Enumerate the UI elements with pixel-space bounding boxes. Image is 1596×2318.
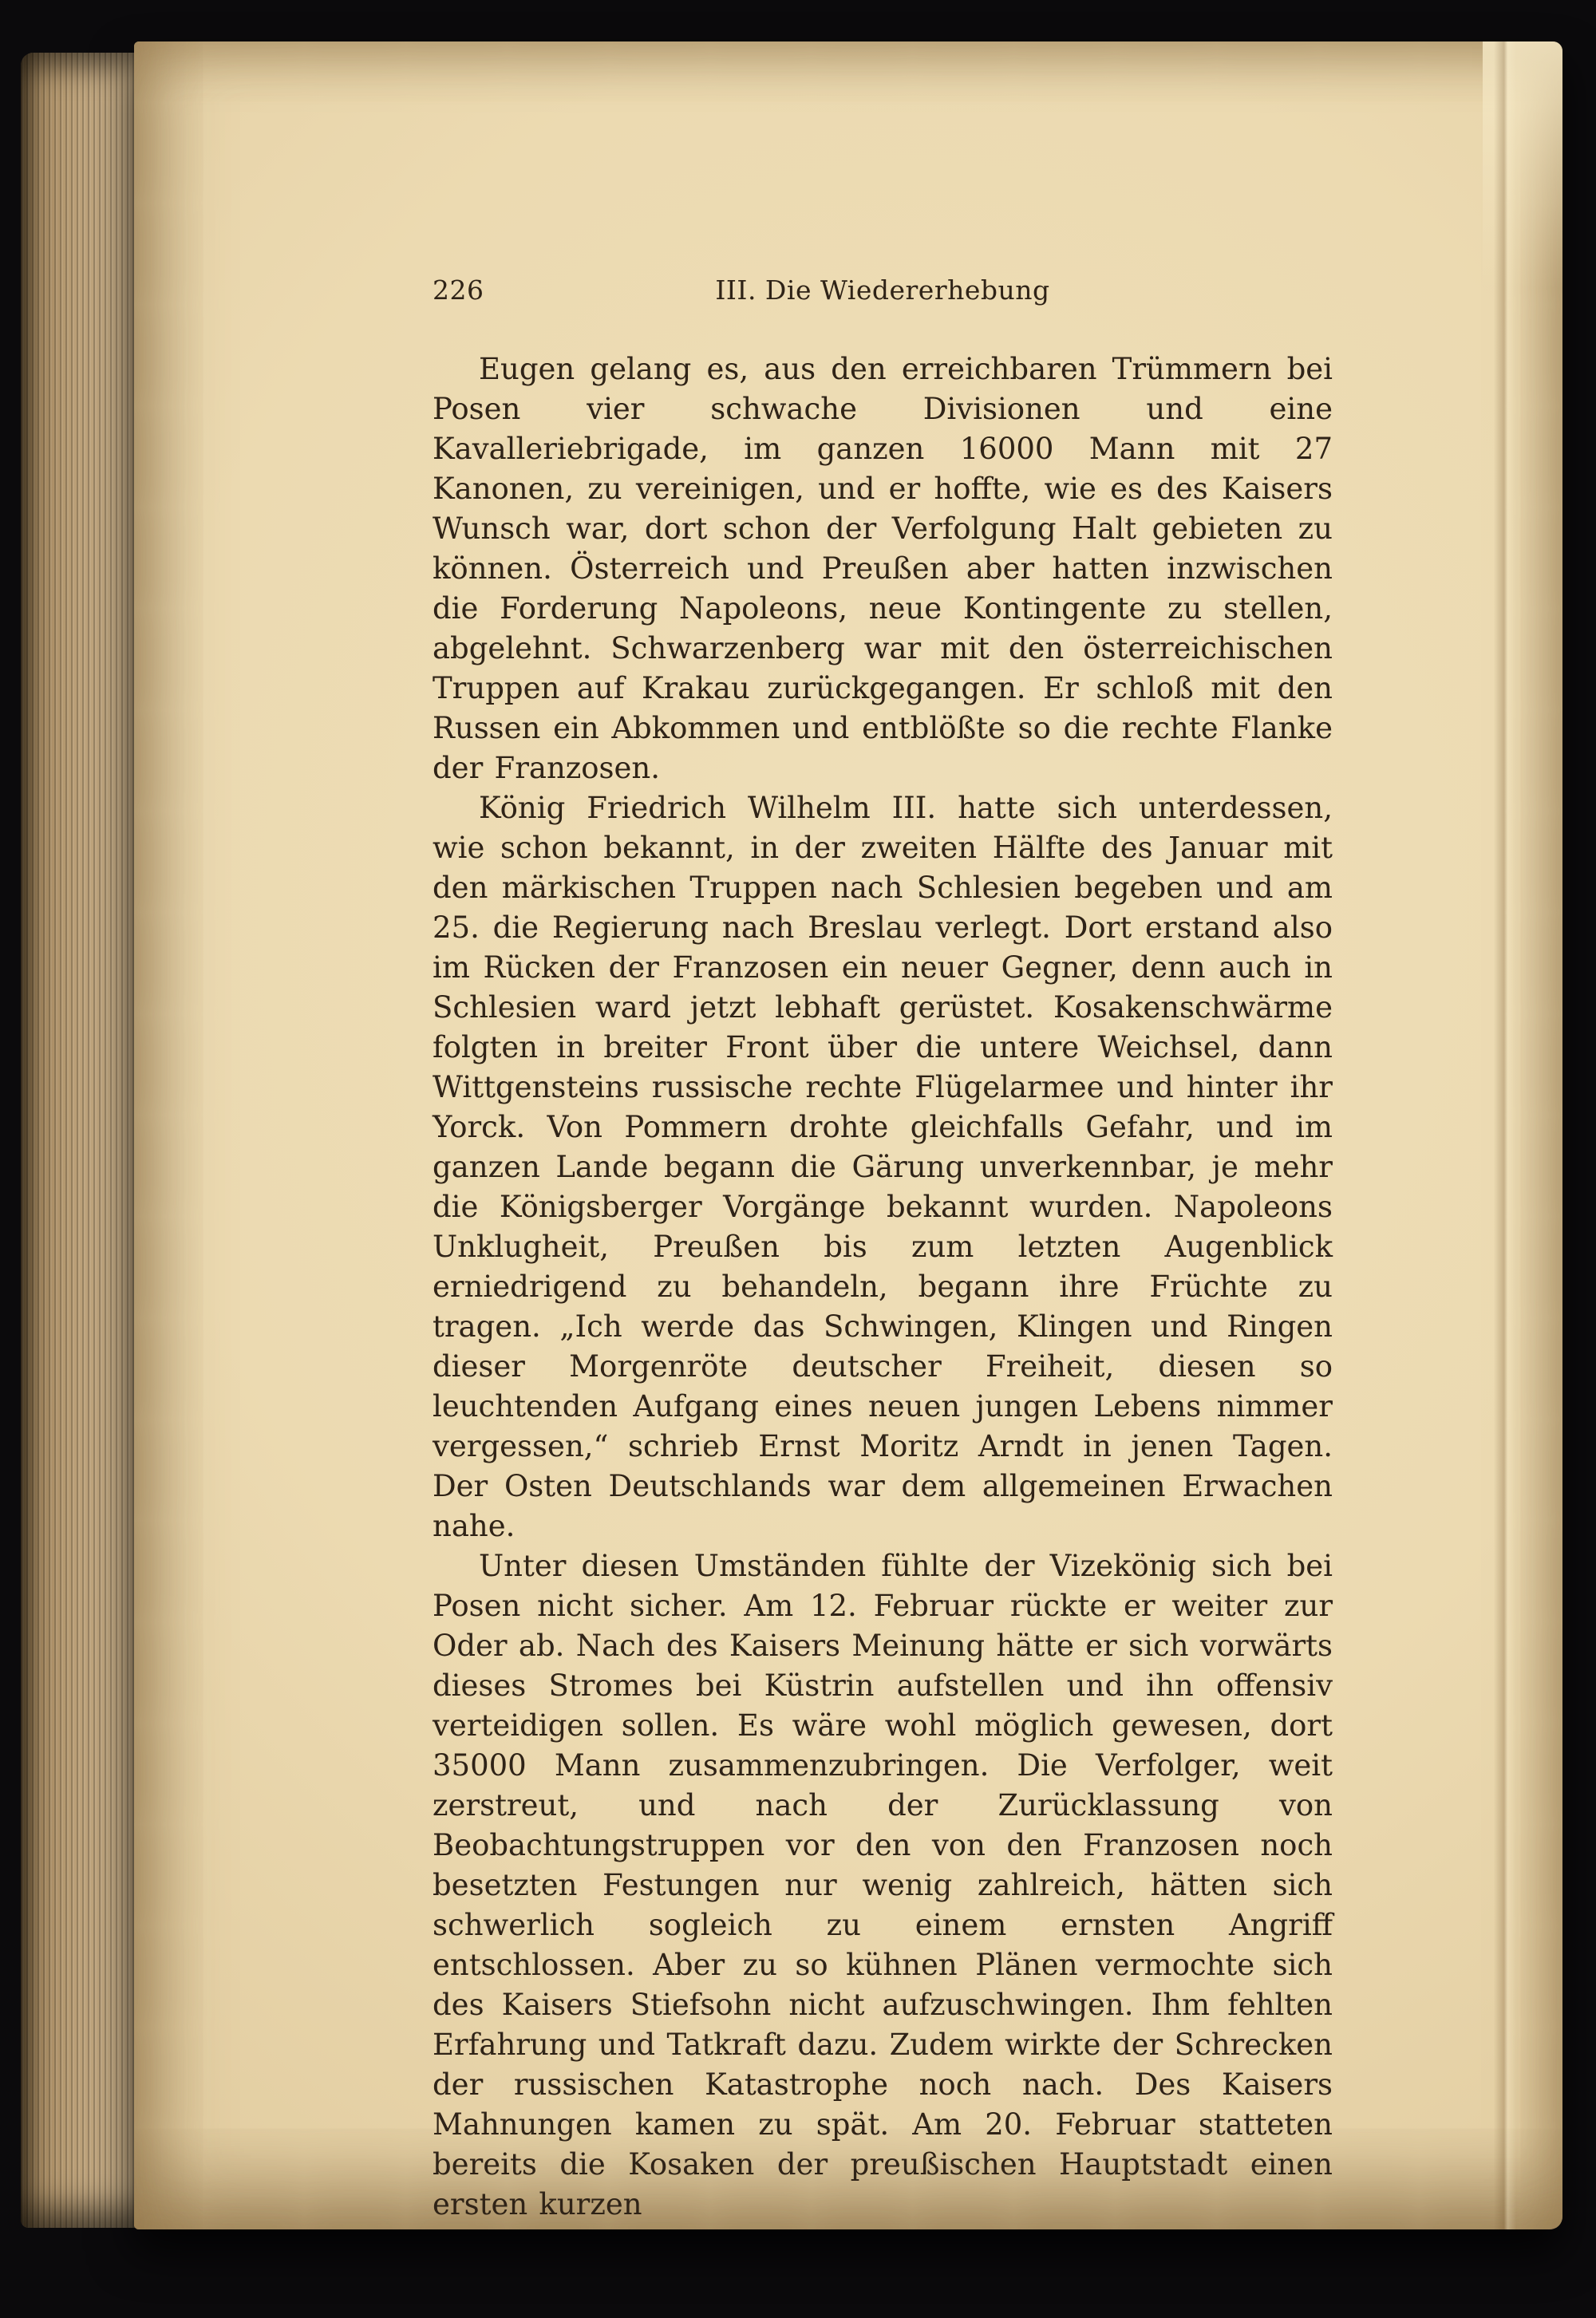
running-header: [433, 274, 1333, 313]
page-number: 226: [433, 274, 484, 306]
book-page: [134, 41, 1562, 2229]
paragraph: Unter diesen Umständen fühlte der Vizekönig sich bei Posen nicht sicher. Am 12. Februar rückte er weiter zur Oder ab. Nach des Kaisers Meinung hätte er sich vorwärts dieses Stromes bei Küstrin aufstellen und ihn offensiv verteidigen sollen. Es wäre wohl möglich gewesen, dort 35000 Mann zusammenzubringen. Die Verfolger, weit zerstreut, und nach der Zurücklassung von Beobachtungstruppen vor den von den Franzosen noch besetzten Festungen nur wenig zahlreich, hätten sich schwerlich sogleich zu einem ernsten Angriff entschlossen. Aber zu so kühnen Plänen vermochte sich des Kaisers Stiefsohn nicht aufzuschwingen. Ihm fehlten Erfahrung und Tatkraft dazu. Zudem wirkte der Schrecken der russischen Katastrophe noch nach. Des Kaisers Mahnungen kamen zu spät. Am 20. Februar statteten bereits die Kosaken der preußischen Hauptstadt einen ersten kurzen: [433, 1549, 1333, 2221]
body-text: [433, 349, 1333, 2225]
page-text-block: [433, 274, 1333, 2225]
chapter-header: III. Die Wiedererhebung: [715, 274, 1050, 306]
paragraph: König Friedrich Wilhelm III. hatte sich unterdessen, wie schon bekannt, in der zweiten Hälfte des Januar mit den märkischen Truppen nach Schlesien begeben und am 25. die Regierung nach Breslau verlegt. Dort erstand also im Rücken der Franzosen ein neuer Gegner, denn auch in Schlesien ward jetzt lebhaft gerüstet. Kosakenschwärme folgten in breiter Front über die untere Weichsel, dann Wittgensteins russische rechte Flügelarmee und hinter ihr Yorck. Von Pommern drohte gleichfalls Gefahr, und im ganzen Lande begann die Gärung unverkennbar, je mehr die Königsberger Vorgänge bekannt wurden. Napoleons Unklugheit, Preußen bis zum letzten Augenblick erniedrigend zu behandeln, begann ihre Früchte zu tragen. „Ich werde das Schwingen, Klingen und Ringen dieser Morgenröte deutscher Freiheit, diesen so leuchtenden Aufgang eines neuen jungen Lebens nimmer vergessen,“ schrieb Ernst Moritz Arndt in jenen Tagen. Der Osten Deutschlands war dem allgemeinen Erwachen nahe.: [433, 791, 1333, 1543]
paragraph: Eugen gelang es, aus den erreichbaren Trümmern bei Posen vier schwache Divisionen und eine Kavalleriebrigade, im ganzen 16000 Mann mit 27 Kanonen, zu vereinigen, und er hoffte, wie es des Kaisers Wunsch war, dort schon der Verfolgung Halt gebieten zu können. Österreich und Preußen aber hatten inzwischen die Forderung Napoleons, neue Kontingente zu stellen, abgelehnt. Schwarzenberg war mit den österreichischen Truppen auf Krakau zurückgegangen. Er schloß mit den Russen ein Abkommen und entblößte so die rechte Flanke der Franzosen.: [433, 352, 1333, 785]
page-crease-shadow: [1494, 41, 1516, 2229]
